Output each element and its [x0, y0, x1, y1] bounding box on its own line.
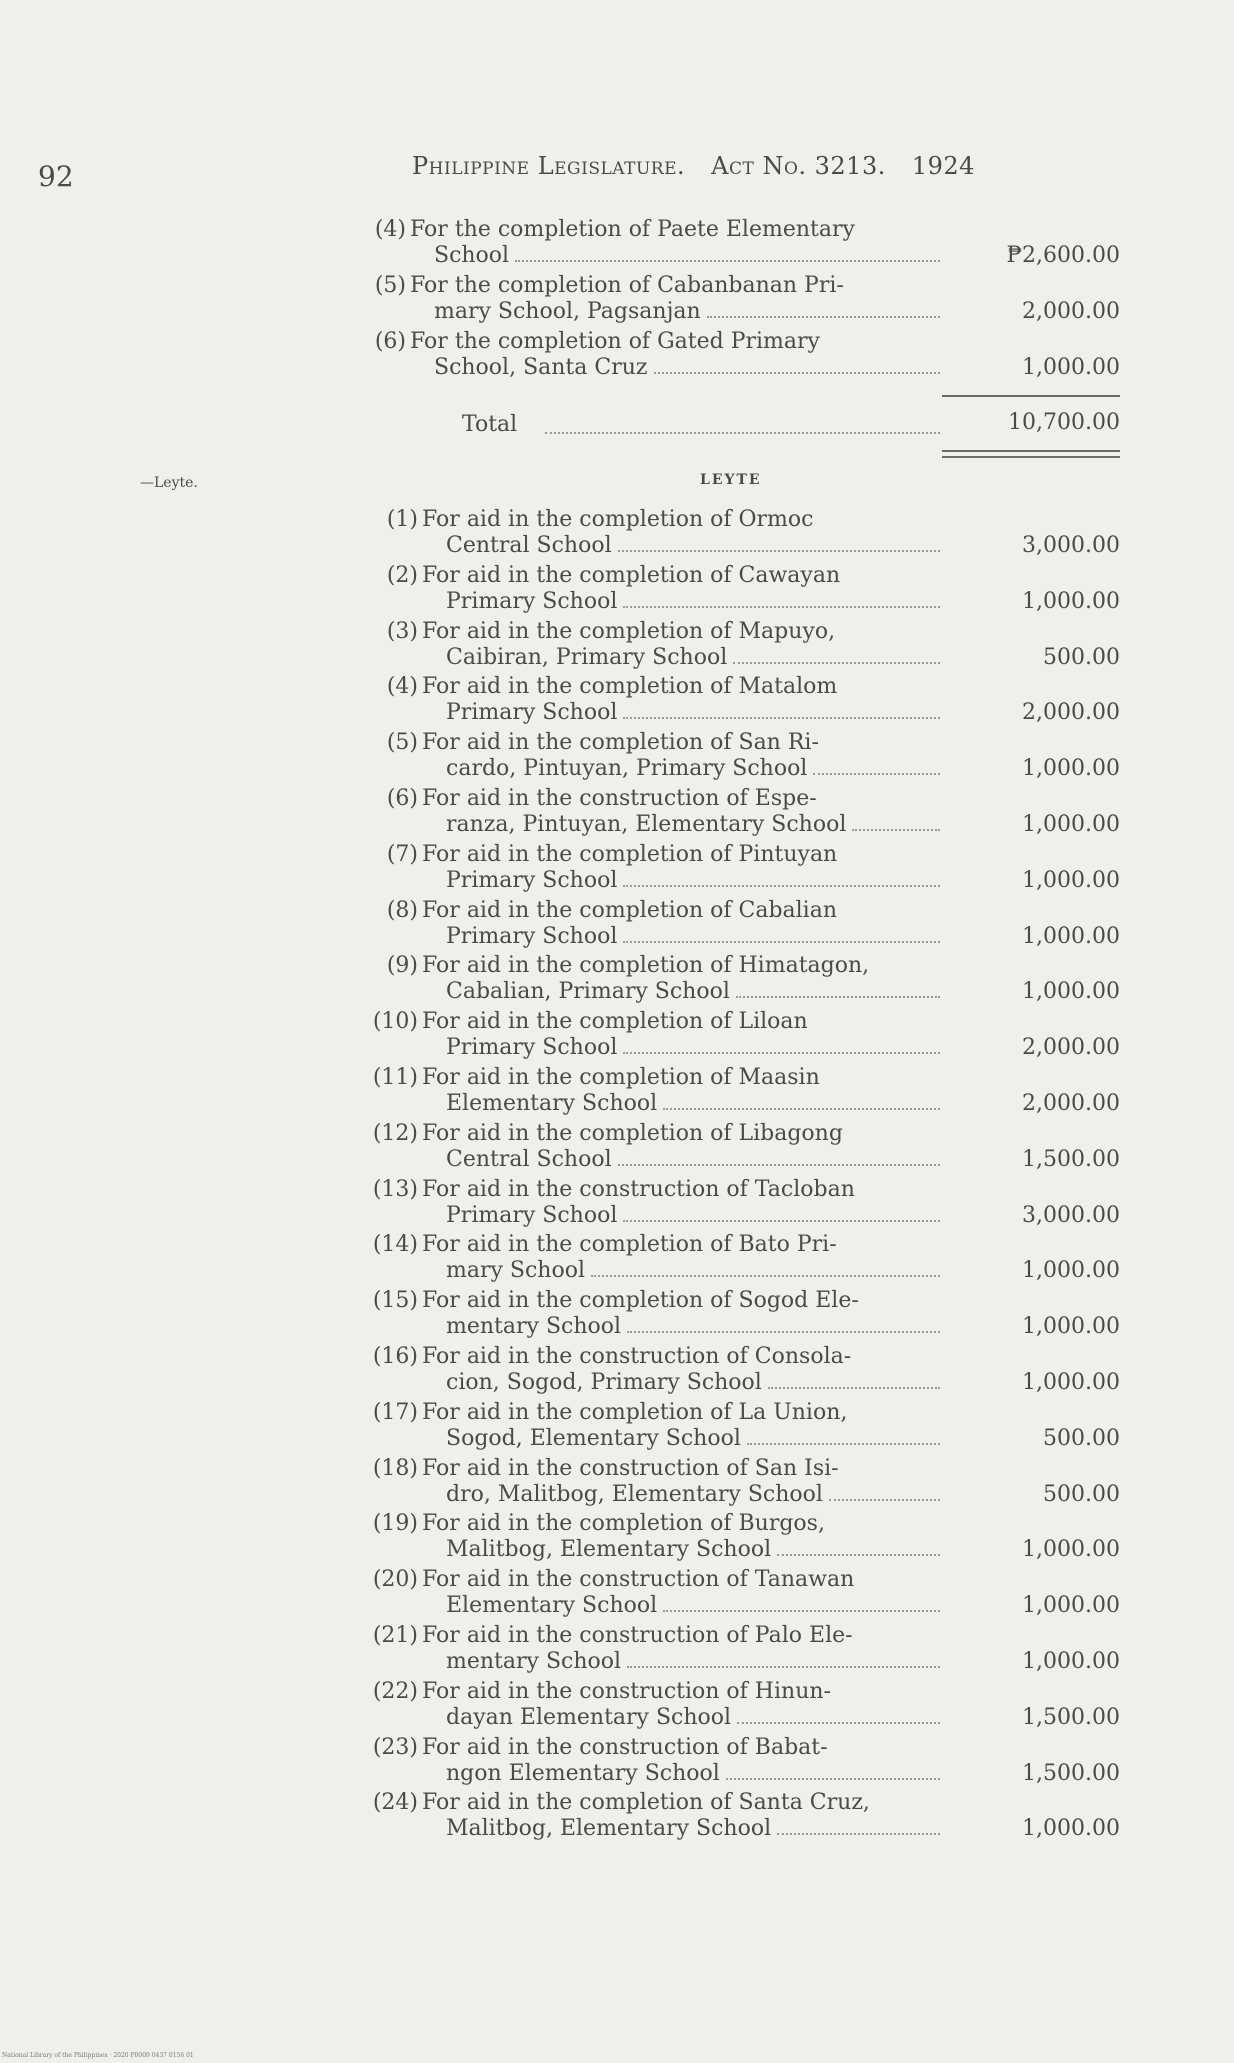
item-description-line-1: For aid in the completion of Burgos,: [422, 1511, 825, 1537]
item-amount: 1,000.00: [1022, 1258, 1120, 1284]
dot-leader: [736, 996, 940, 998]
item-description-line-2: Malitbog, Elementary School: [446, 1816, 772, 1842]
dot-leader: [623, 1052, 940, 1054]
dot-leader: [768, 1387, 940, 1389]
item-number: (12): [372, 1120, 418, 1146]
item-description-line-2: dro, Malitbog, Elementary School: [446, 1481, 823, 1507]
item-description-line-1: For aid in the completion of Liloan: [422, 1009, 808, 1035]
item-number: (3): [386, 618, 418, 644]
item-description-line-1: For aid in the completion of Matalom: [422, 674, 838, 700]
item-description-line-2: mary School: [446, 1258, 586, 1284]
dot-leader: [747, 1443, 940, 1445]
item-number: (14): [372, 1232, 418, 1258]
dot-leader: [707, 316, 940, 318]
item-description-line-1: For aid in the completion of Cabalian: [422, 897, 838, 923]
margin-note: —Leyte.: [140, 475, 198, 491]
item-description-line-2: mary School, Pagsanjan: [434, 299, 701, 324]
list-item: [362, 1566, 1120, 1620]
item-amount: 3,000.00: [1022, 1202, 1120, 1228]
item-number: (6): [374, 329, 406, 354]
dot-leader: [663, 1108, 940, 1110]
dot-leader: [737, 1722, 940, 1724]
item-number: (8): [386, 897, 418, 923]
section-heading: LEYTE: [700, 472, 762, 488]
item-description-line-1: For aid in the completion of Himatagon,: [422, 953, 870, 979]
item-number: (9): [386, 953, 418, 979]
item-description-line-2: Primary School: [446, 923, 618, 949]
total-double-rule-top: [942, 450, 1120, 452]
list-item: [362, 729, 1120, 783]
item-number: (2): [386, 562, 418, 588]
item-description-line-1: For aid in the completion of Santa Cruz,: [422, 1790, 870, 1816]
dot-leader: [515, 260, 940, 262]
list-item: [362, 1789, 1120, 1843]
dot-leader: [623, 885, 940, 887]
item-amount: 2,000.00: [1022, 700, 1120, 726]
item-number: (16): [372, 1344, 418, 1369]
item-description-line-1: For aid in the completion of Bato Pri-: [422, 1232, 837, 1258]
dot-leader: [627, 1666, 940, 1668]
item-description-line-1: For aid in the completion of San Ri-: [422, 730, 819, 756]
item-amount: 1,000.00: [1022, 867, 1120, 893]
item-description-line-1: For aid in the construction of Consola-: [422, 1344, 852, 1369]
item-amount: 1,000.00: [1022, 1314, 1120, 1340]
item-amount: 2,000.00: [1022, 1035, 1120, 1061]
running-head-year: 1924: [911, 152, 975, 180]
item-description-line-2: Malitbog, Elementary School: [446, 1537, 772, 1563]
item-number: (4): [374, 217, 406, 242]
item-amount: 1,000.00: [1022, 923, 1120, 949]
dot-leader: [777, 1554, 940, 1556]
dot-leader: [726, 1778, 940, 1780]
item-number: (1): [386, 507, 418, 532]
dot-leader: [623, 941, 940, 943]
item-number: (15): [372, 1288, 418, 1314]
item-description-line-2: cion, Sogod, Primary School: [446, 1370, 762, 1395]
item-description-line-1: For aid in the completion of Pintuyan: [422, 841, 838, 867]
item-description-line-1: For aid in the completion of Cawayan: [422, 562, 841, 588]
item-number: (24): [372, 1790, 418, 1816]
subtotal-rule: [942, 395, 1120, 397]
item-number: (20): [372, 1567, 418, 1593]
dot-leader: [813, 773, 940, 775]
item-description-line-1: For aid in the construction of Tanawan: [422, 1567, 855, 1593]
list-item: [362, 1678, 1120, 1732]
dot-leader: [654, 372, 940, 374]
item-amount: 1,000.00: [1022, 355, 1120, 380]
item-number: (6): [386, 786, 418, 811]
item-amount: 1,500.00: [1022, 1760, 1120, 1786]
item-description-line-2: Sogod, Elementary School: [446, 1425, 741, 1451]
item-amount: 1,000.00: [1022, 588, 1120, 614]
running-head: [412, 152, 975, 180]
item-description-line-1: For aid in the completion of Ormoc: [422, 507, 814, 532]
item-description-line-2: ngon Elementary School: [446, 1760, 720, 1786]
item-amount: 1,500.00: [1022, 1704, 1120, 1730]
total-amount: 10,700.00: [1008, 410, 1120, 435]
item-description-line-1: For the completion of Gated Primary: [410, 329, 820, 354]
item-amount: 3,000.00: [1022, 533, 1120, 558]
item-description-line-1: For aid in the completion of La Union,: [422, 1399, 848, 1425]
item-description-line-2: cardo, Pintuyan, Primary School: [446, 756, 808, 782]
item-amount: 1,000.00: [1022, 756, 1120, 782]
total-double-rule-bottom: [942, 456, 1120, 458]
item-number: (4): [386, 674, 418, 700]
running-head-title: Philippine Legislature.: [412, 152, 686, 180]
item-description-line-2: Primary School: [446, 867, 618, 893]
running-head-act: Act No. 3213.: [711, 152, 886, 180]
list-item: [362, 506, 1120, 560]
dot-leader: [663, 1610, 940, 1612]
item-amount: 2,000.00: [1022, 299, 1120, 324]
item-number: (22): [372, 1678, 418, 1704]
item-description-line-1: For aid in the completion of Maasin: [422, 1065, 820, 1090]
list-item: [362, 673, 1120, 727]
list-item: [362, 1287, 1120, 1341]
item-description-line-2: Cabalian, Primary School: [446, 979, 730, 1005]
dot-leader: [627, 1331, 940, 1333]
item-number: (7): [386, 841, 418, 867]
list-item: [362, 952, 1120, 1006]
list-item: [362, 1455, 1120, 1509]
dot-leader: [623, 717, 940, 719]
item-amount: 1,000.00: [1022, 979, 1120, 1005]
item-description-line-1: For the completion of Paete Elementary: [410, 217, 855, 242]
item-number: (23): [372, 1734, 418, 1760]
item-description-line-2: School, Santa Cruz: [434, 355, 648, 380]
item-description-line-1: For the completion of Cabanbanan Pri-: [410, 273, 844, 298]
footer-credit: National Library of the Philippines · 2020 P0009 0437 0156 01: [2, 2052, 194, 2059]
total-label: Total: [462, 412, 518, 437]
item-amount: 1,000.00: [1022, 1370, 1120, 1395]
item-number: (19): [372, 1511, 418, 1537]
list-item: [362, 618, 1120, 672]
item-number: (18): [372, 1455, 418, 1481]
item-description-line-2: Primary School: [446, 700, 618, 726]
item-amount: 500.00: [1043, 1425, 1120, 1451]
item-amount: 500.00: [1043, 644, 1120, 670]
item-number: (21): [372, 1623, 418, 1648]
list-item: [362, 897, 1120, 951]
item-description-line-2: Primary School: [446, 588, 618, 614]
item-amount: 1,000.00: [1022, 1593, 1120, 1619]
list-item: [350, 272, 1120, 326]
item-description-line-2: dayan Elementary School: [446, 1704, 732, 1730]
item-amount: 1,000.00: [1022, 1816, 1120, 1842]
item-description-line-2: Primary School: [446, 1035, 618, 1061]
list-item: [350, 216, 1120, 270]
dot-leader: [829, 1499, 940, 1501]
item-number: (5): [374, 273, 406, 298]
item-description-line-2: Primary School: [446, 1202, 618, 1228]
list-item: [362, 1008, 1120, 1062]
dot-leader: [591, 1275, 940, 1277]
list-item: [362, 1231, 1120, 1285]
item-description-line-2: Elementary School: [446, 1593, 658, 1619]
dot-leader: [623, 1220, 940, 1222]
item-description-line-1: For aid in the construction of Babat-: [422, 1734, 828, 1760]
dot-leader: [618, 1164, 940, 1166]
item-description-line-1: For aid in the construction of Tacloban: [422, 1176, 855, 1202]
item-number: (11): [372, 1065, 418, 1090]
dot-leader: [852, 829, 940, 831]
list-item: [362, 1064, 1120, 1118]
item-description-line-1: For aid in the completion of Mapuyo,: [422, 618, 836, 644]
item-description-line-2: Caibiran, Primary School: [446, 644, 728, 670]
page-number: 92: [38, 160, 74, 193]
item-description-line-1: For aid in the construction of San Isi-: [422, 1455, 839, 1481]
item-amount: 1,500.00: [1022, 1146, 1120, 1172]
list-item: [362, 1343, 1120, 1397]
item-description-line-1: For aid in the completion of Sogod Ele-: [422, 1288, 859, 1314]
item-description-line-2: Elementary School: [446, 1091, 658, 1116]
item-amount: 1,000.00: [1022, 1649, 1120, 1674]
dot-leader: [777, 1833, 940, 1835]
item-description-line-1: For aid in the construction of Espe-: [422, 786, 817, 811]
list-item: [362, 841, 1120, 895]
list-item: [362, 1399, 1120, 1453]
list-item: [362, 1120, 1120, 1174]
list-item: [362, 562, 1120, 616]
item-amount: 1,000.00: [1022, 1537, 1120, 1563]
total-dot-leader: [545, 432, 940, 434]
list-item: [362, 1622, 1120, 1676]
item-description-line-1: For aid in the completion of Libagong: [422, 1120, 843, 1146]
item-description-line-2: Central School: [446, 1146, 612, 1172]
list-item: [362, 785, 1120, 839]
item-number: (10): [372, 1009, 418, 1035]
item-amount: ₱2,600.00: [1006, 243, 1120, 268]
item-number: (17): [372, 1399, 418, 1425]
list-item: [362, 1176, 1120, 1230]
dot-leader: [618, 550, 940, 552]
dot-leader: [733, 662, 940, 664]
item-number: (5): [386, 730, 418, 756]
item-description-line-2: mentary School: [446, 1314, 622, 1340]
item-description-line-2: School: [434, 243, 510, 268]
item-amount: 500.00: [1043, 1481, 1120, 1507]
item-description-line-1: For aid in the construction of Hinun-: [422, 1678, 831, 1704]
item-description-line-1: For aid in the construction of Palo Ele-: [422, 1623, 853, 1648]
item-amount: 2,000.00: [1022, 1091, 1120, 1116]
item-number: (13): [372, 1176, 418, 1202]
list-item: [362, 1510, 1120, 1564]
item-description-line-2: ranza, Pintuyan, Elementary School: [446, 812, 847, 837]
item-description-line-2: Central School: [446, 533, 612, 558]
item-description-line-2: mentary School: [446, 1649, 622, 1674]
item-amount: 1,000.00: [1022, 812, 1120, 837]
list-item: [362, 1734, 1120, 1788]
dot-leader: [623, 606, 940, 608]
list-item: [350, 328, 1120, 382]
